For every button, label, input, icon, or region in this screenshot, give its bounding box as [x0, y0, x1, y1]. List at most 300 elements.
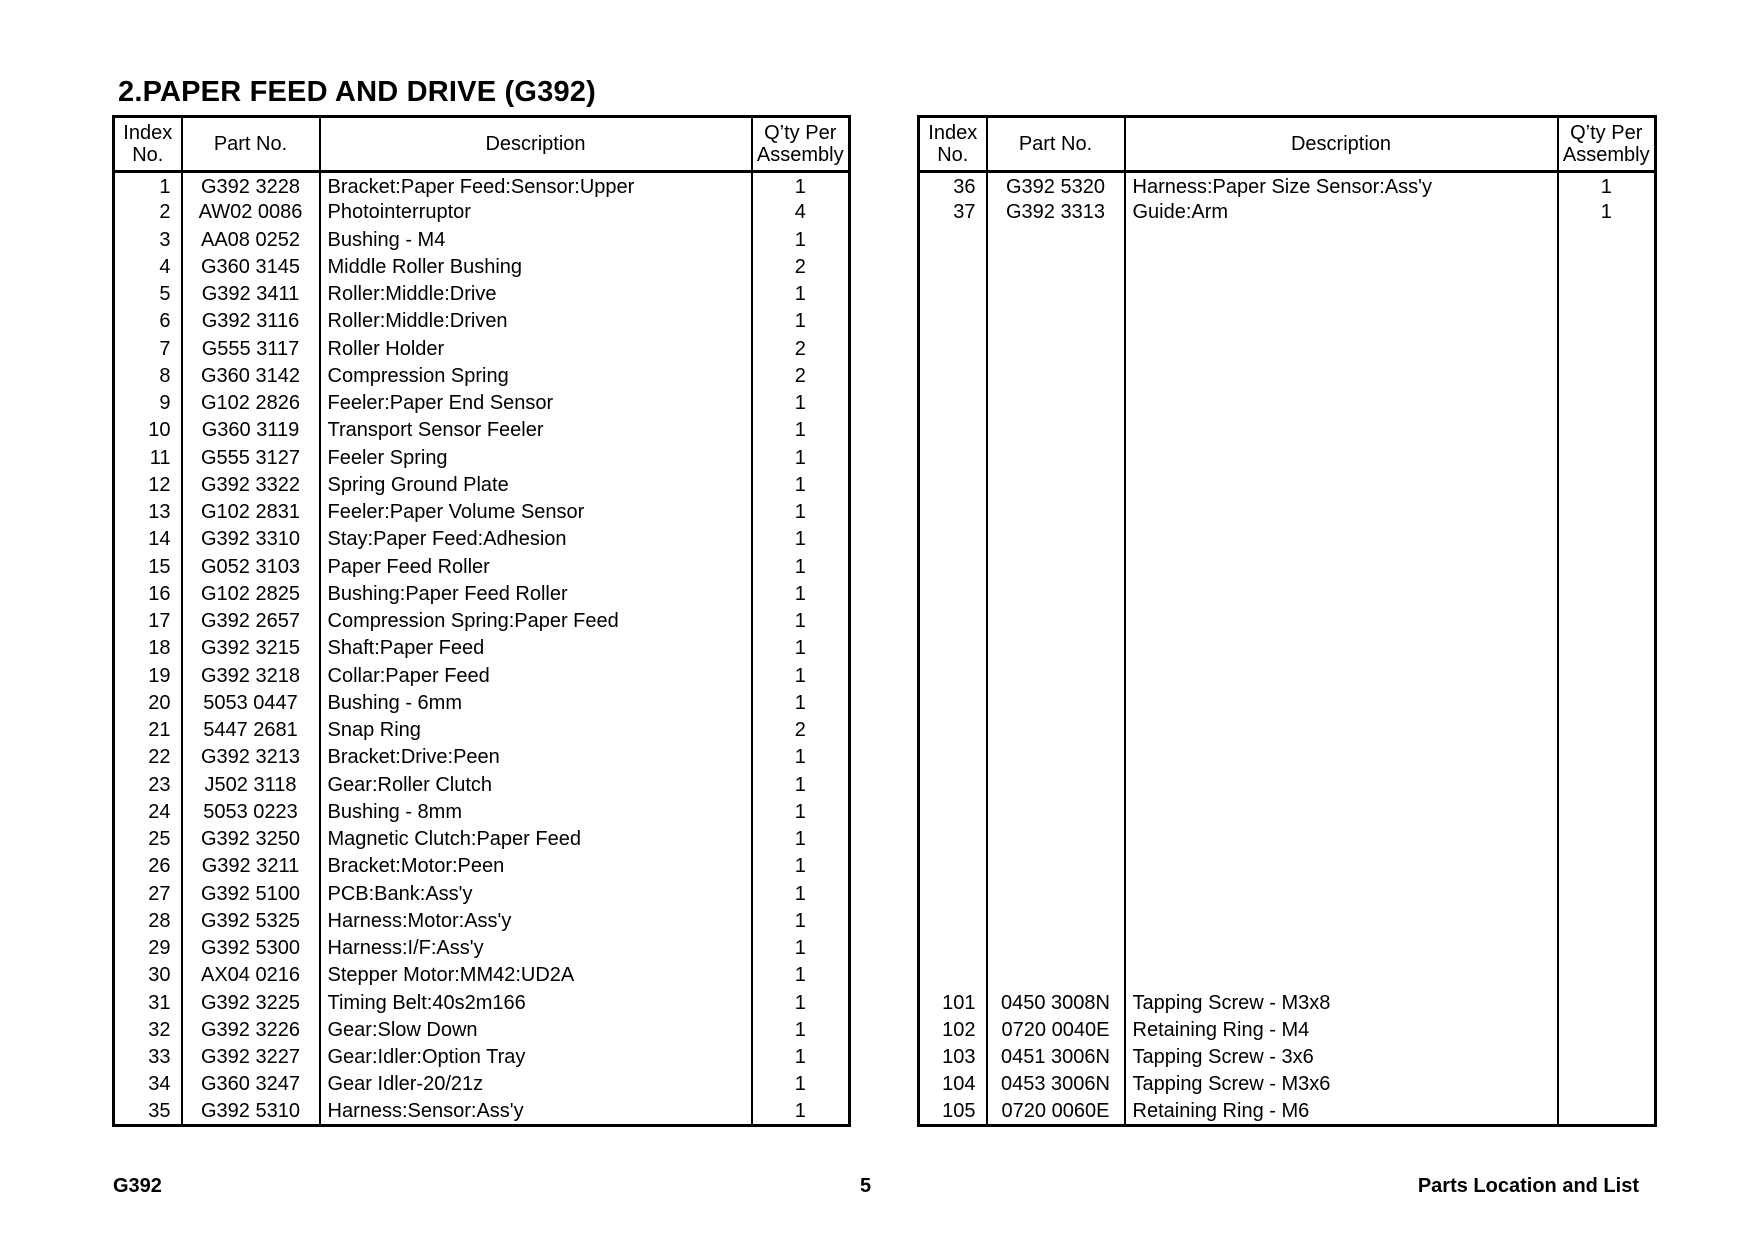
index-cell: 14 [114, 526, 182, 553]
index-cell [919, 444, 987, 471]
description-cell [1125, 744, 1558, 771]
part-no-cell [987, 798, 1125, 825]
table-row [114, 880, 850, 907]
footer-page-number: 5 [860, 1175, 872, 1197]
part-no-cell: G102 2831 [182, 499, 320, 526]
qty-cell [1558, 880, 1656, 907]
part-no-cell: AW02 0086 [182, 199, 320, 226]
index-cell: 9 [114, 390, 182, 417]
index-cell [919, 553, 987, 580]
part-no-cell [987, 499, 1125, 526]
part-no-cell: G392 5300 [182, 935, 320, 962]
table-row [114, 335, 850, 362]
qty-cell [1558, 226, 1656, 253]
part-no-cell: G392 3227 [182, 1044, 320, 1071]
description-cell [1125, 689, 1558, 716]
table-row [919, 608, 1656, 635]
qty-cell [1558, 962, 1656, 989]
description-cell: Tapping Screw - M3x8 [1125, 989, 1558, 1016]
index-cell [919, 335, 987, 362]
table-row [919, 989, 1656, 1016]
qty-cell: 1 [752, 471, 850, 498]
description-cell: Timing Belt:40s2m166 [320, 989, 752, 1016]
index-cell: 28 [114, 907, 182, 934]
description-cell [1125, 444, 1558, 471]
table-row [114, 499, 850, 526]
part-no-cell: AA08 0252 [182, 226, 320, 253]
index-cell: 3 [114, 226, 182, 253]
description-cell: Harness:Motor:Ass'y [320, 907, 752, 934]
table-row [919, 744, 1656, 771]
part-no-cell [987, 662, 1125, 689]
table-row [919, 417, 1656, 444]
description-cell [1125, 499, 1558, 526]
index-cell: 8 [114, 362, 182, 389]
table-row [919, 226, 1656, 253]
table-row [919, 717, 1656, 744]
qty-cell: 1 [1558, 199, 1656, 226]
table-row [919, 444, 1656, 471]
part-no-cell: G052 3103 [182, 553, 320, 580]
index-cell [919, 907, 987, 934]
description-cell [1125, 226, 1558, 253]
table-row [114, 471, 850, 498]
index-cell [919, 253, 987, 280]
description-cell [1125, 308, 1558, 335]
qty-cell: 1 [752, 771, 850, 798]
qty-cell [1558, 335, 1656, 362]
part-no-cell [987, 907, 1125, 934]
description-cell: Harness:I/F:Ass'y [320, 935, 752, 962]
index-cell [919, 798, 987, 825]
index-cell: 37 [919, 199, 987, 226]
qty-cell: 1 [752, 390, 850, 417]
part-no-cell [987, 308, 1125, 335]
qty-cell [1558, 444, 1656, 471]
table-row [114, 417, 850, 444]
index-cell: 5 [114, 281, 182, 308]
description-cell: Tapping Screw - 3x6 [1125, 1044, 1558, 1071]
index-cell: 16 [114, 580, 182, 607]
index-cell [919, 362, 987, 389]
description-cell [1125, 635, 1558, 662]
description-cell [1125, 962, 1558, 989]
index-cell [919, 662, 987, 689]
part-no-cell: G392 3225 [182, 989, 320, 1016]
part-no-cell: 5053 0223 [182, 798, 320, 825]
qty-cell: 1 [752, 499, 850, 526]
qty-cell: 2 [752, 253, 850, 280]
qty-cell [1558, 390, 1656, 417]
part-no-cell: G392 3213 [182, 744, 320, 771]
qty-cell [1558, 553, 1656, 580]
index-cell [919, 826, 987, 853]
table-row [919, 962, 1656, 989]
table-row [114, 580, 850, 607]
description-cell: Gear:Roller Clutch [320, 771, 752, 798]
part-no-cell [987, 253, 1125, 280]
part-no-cell: G392 3313 [987, 199, 1125, 226]
part-no-cell: G555 3117 [182, 335, 320, 362]
qty-cell [1558, 471, 1656, 498]
part-no-cell: G392 5310 [182, 1098, 320, 1125]
table-row [114, 1071, 850, 1098]
description-cell: Middle Roller Bushing [320, 253, 752, 280]
qty-cell: 1 [752, 962, 850, 989]
table-row [919, 826, 1656, 853]
description-header: Description [1125, 117, 1558, 172]
part-no-cell [987, 580, 1125, 607]
qty-cell: 1 [752, 417, 850, 444]
description-cell: Paper Feed Roller [320, 553, 752, 580]
qty-cell [1558, 417, 1656, 444]
qty-cell: 1 [752, 798, 850, 825]
description-cell: Gear:Idler:Option Tray [320, 1044, 752, 1071]
table-row [114, 172, 850, 199]
table-row [919, 662, 1656, 689]
qty-cell [1558, 526, 1656, 553]
description-cell: Bracket:Paper Feed:Sensor:Upper [320, 172, 752, 199]
qty-cell [1558, 580, 1656, 607]
qty-cell: 1 [752, 281, 850, 308]
description-cell [1125, 335, 1558, 362]
index-header: Index No. [114, 117, 182, 172]
qty-cell: 1 [752, 580, 850, 607]
qty-cell: 1 [752, 935, 850, 962]
qty-cell [1558, 826, 1656, 853]
table-row [114, 826, 850, 853]
table-row [919, 308, 1656, 335]
description-cell: Feeler:Paper End Sensor [320, 390, 752, 417]
part-no-cell: G392 3310 [182, 526, 320, 553]
qty-cell: 1 [752, 172, 850, 199]
description-cell [1125, 826, 1558, 853]
table-row [114, 1098, 850, 1125]
index-cell: 102 [919, 1016, 987, 1043]
table-row [919, 281, 1656, 308]
part-no-cell: 0720 0060E [987, 1098, 1125, 1125]
index-cell: 105 [919, 1098, 987, 1125]
part-no-cell: G392 3250 [182, 826, 320, 853]
table-row [114, 853, 850, 880]
qty-cell [1558, 771, 1656, 798]
index-cell: 6 [114, 308, 182, 335]
qty-cell: 1 [752, 1044, 850, 1071]
qty-cell: 1 [752, 989, 850, 1016]
part-no-cell: G360 3142 [182, 362, 320, 389]
index-cell: 31 [114, 989, 182, 1016]
part-no-cell: G392 2657 [182, 608, 320, 635]
part-no-cell: G392 3322 [182, 471, 320, 498]
qty-cell: 1 [1558, 172, 1656, 199]
parts-table-left-body [114, 172, 850, 1126]
description-cell: Feeler Spring [320, 444, 752, 471]
index-cell [919, 771, 987, 798]
description-cell [1125, 580, 1558, 607]
index-cell: 10 [114, 417, 182, 444]
part-no-cell: G392 3215 [182, 635, 320, 662]
part-no-cell: G392 3116 [182, 308, 320, 335]
description-cell [1125, 281, 1558, 308]
qty-cell: 1 [752, 1071, 850, 1098]
part-no-cell: G392 3411 [182, 281, 320, 308]
table-row [919, 199, 1656, 226]
part-no-header: Part No. [987, 117, 1125, 172]
description-cell: Bushing:Paper Feed Roller [320, 580, 752, 607]
index-cell: 25 [114, 826, 182, 853]
description-cell [1125, 253, 1558, 280]
qty-cell [1558, 308, 1656, 335]
description-cell [1125, 717, 1558, 744]
part-no-cell: 0453 3006N [987, 1071, 1125, 1098]
qty-cell: 1 [752, 226, 850, 253]
part-no-cell: 5053 0447 [182, 689, 320, 716]
qty-cell: 4 [752, 199, 850, 226]
description-cell: Retaining Ring - M4 [1125, 1016, 1558, 1043]
part-no-cell: 5447 2681 [182, 717, 320, 744]
table-row [114, 744, 850, 771]
description-cell [1125, 853, 1558, 880]
qty-cell [1558, 635, 1656, 662]
index-cell [919, 308, 987, 335]
description-cell: Gear:Slow Down [320, 1016, 752, 1043]
index-cell [919, 635, 987, 662]
part-no-cell: G555 3127 [182, 444, 320, 471]
description-cell: Feeler:Paper Volume Sensor [320, 499, 752, 526]
qty-cell [1558, 717, 1656, 744]
qty-cell: 1 [752, 1098, 850, 1125]
table-row [114, 989, 850, 1016]
table-row [114, 1016, 850, 1043]
description-cell: Transport Sensor Feeler [320, 417, 752, 444]
description-cell: Compression Spring [320, 362, 752, 389]
index-cell [919, 526, 987, 553]
table-row [114, 553, 850, 580]
description-cell: Shaft:Paper Feed [320, 635, 752, 662]
description-cell [1125, 362, 1558, 389]
description-cell [1125, 553, 1558, 580]
index-cell [919, 281, 987, 308]
qty-cell: 2 [752, 362, 850, 389]
part-no-cell: G102 2825 [182, 580, 320, 607]
part-no-cell: G360 3247 [182, 1071, 320, 1098]
index-cell: 34 [114, 1071, 182, 1098]
parts-table-right-body [919, 172, 1656, 1126]
qty-cell [1558, 1098, 1656, 1125]
qty-cell: 1 [752, 553, 850, 580]
qty-cell: 1 [752, 308, 850, 335]
table-row [114, 390, 850, 417]
table-row [114, 253, 850, 280]
part-no-cell [987, 335, 1125, 362]
index-cell [919, 580, 987, 607]
description-header: Description [320, 117, 752, 172]
qty-header: Q’ty Per Assembly [1558, 117, 1656, 172]
part-no-cell: G360 3119 [182, 417, 320, 444]
footer-model: G392 [113, 1175, 162, 1197]
part-no-cell: 0450 3008N [987, 989, 1125, 1016]
index-cell: 17 [114, 608, 182, 635]
table-header-row [114, 117, 850, 172]
qty-cell: 1 [752, 880, 850, 907]
part-no-cell [987, 281, 1125, 308]
index-cell: 7 [114, 335, 182, 362]
table-row [919, 1044, 1656, 1071]
part-no-cell [987, 689, 1125, 716]
table-row [114, 199, 850, 226]
index-cell: 11 [114, 444, 182, 471]
description-cell [1125, 417, 1558, 444]
description-cell: Roller:Middle:Drive [320, 281, 752, 308]
table-row [919, 580, 1656, 607]
table-row [114, 281, 850, 308]
index-cell: 24 [114, 798, 182, 825]
table-row [919, 362, 1656, 389]
table-row [919, 1098, 1656, 1125]
description-cell: Spring Ground Plate [320, 471, 752, 498]
parts-table-right [917, 115, 1657, 1127]
table-row [919, 880, 1656, 907]
qty-cell: 1 [752, 635, 850, 662]
part-no-cell: G392 5320 [987, 172, 1125, 199]
description-cell [1125, 526, 1558, 553]
index-cell [919, 744, 987, 771]
part-no-cell: G392 3228 [182, 172, 320, 199]
description-cell: Tapping Screw - M3x6 [1125, 1071, 1558, 1098]
description-cell: Bracket:Drive:Peen [320, 744, 752, 771]
qty-cell [1558, 253, 1656, 280]
qty-cell: 1 [752, 826, 850, 853]
description-cell [1125, 880, 1558, 907]
description-cell: Bracket:Motor:Peen [320, 853, 752, 880]
part-no-cell: 0720 0040E [987, 1016, 1125, 1043]
qty-cell: 2 [752, 335, 850, 362]
qty-cell [1558, 662, 1656, 689]
table-row [114, 798, 850, 825]
part-no-cell [987, 962, 1125, 989]
table-row [919, 798, 1656, 825]
table-row [114, 771, 850, 798]
index-cell: 103 [919, 1044, 987, 1071]
part-no-cell [987, 390, 1125, 417]
description-cell [1125, 907, 1558, 934]
table-row [919, 253, 1656, 280]
qty-cell: 1 [752, 1016, 850, 1043]
table-row [919, 907, 1656, 934]
qty-cell [1558, 1016, 1656, 1043]
part-no-cell: G102 2826 [182, 390, 320, 417]
table-row [114, 907, 850, 934]
qty-cell [1558, 608, 1656, 635]
part-no-cell [987, 826, 1125, 853]
table-row [919, 1071, 1656, 1098]
qty-cell: 1 [752, 689, 850, 716]
part-no-cell [987, 853, 1125, 880]
table-row [114, 935, 850, 962]
part-no-cell [987, 935, 1125, 962]
index-cell: 33 [114, 1044, 182, 1071]
qty-cell [1558, 907, 1656, 934]
table-row [919, 553, 1656, 580]
part-no-cell: G392 3218 [182, 662, 320, 689]
index-cell: 30 [114, 962, 182, 989]
table-row [919, 1016, 1656, 1043]
table-row [919, 499, 1656, 526]
qty-cell: 1 [752, 608, 850, 635]
index-cell: 4 [114, 253, 182, 280]
part-no-cell: G392 3226 [182, 1016, 320, 1043]
index-cell [919, 417, 987, 444]
index-cell: 23 [114, 771, 182, 798]
qty-cell [1558, 798, 1656, 825]
qty-cell [1558, 362, 1656, 389]
part-no-cell [987, 635, 1125, 662]
index-cell: 1 [114, 172, 182, 199]
description-cell [1125, 798, 1558, 825]
description-cell: Retaining Ring - M6 [1125, 1098, 1558, 1125]
index-cell [919, 689, 987, 716]
table-row [919, 172, 1656, 199]
description-cell: Guide:Arm [1125, 199, 1558, 226]
description-cell: Compression Spring:Paper Feed [320, 608, 752, 635]
table-row [114, 717, 850, 744]
part-no-cell [987, 471, 1125, 498]
parts-table-left [112, 115, 851, 1127]
part-no-cell: AX04 0216 [182, 962, 320, 989]
index-cell [919, 880, 987, 907]
index-cell: 101 [919, 989, 987, 1016]
description-cell: Stay:Paper Feed:Adhesion [320, 526, 752, 553]
qty-cell: 1 [752, 444, 850, 471]
part-no-cell: G392 5100 [182, 880, 320, 907]
index-cell: 27 [114, 880, 182, 907]
description-cell [1125, 608, 1558, 635]
footer-section-title: Parts Location and List [1417, 1175, 1639, 1197]
description-cell: Harness:Sensor:Ass'y [320, 1098, 752, 1125]
index-cell [919, 962, 987, 989]
index-cell: 12 [114, 471, 182, 498]
table-row [919, 335, 1656, 362]
table-row [114, 444, 850, 471]
part-no-cell [987, 717, 1125, 744]
description-cell: Bushing - M4 [320, 226, 752, 253]
description-cell: Roller:Middle:Driven [320, 308, 752, 335]
description-cell [1125, 390, 1558, 417]
part-no-cell [987, 880, 1125, 907]
description-cell: Collar:Paper Feed [320, 662, 752, 689]
table-row [919, 935, 1656, 962]
table-row [114, 662, 850, 689]
index-cell [919, 390, 987, 417]
description-cell [1125, 471, 1558, 498]
qty-cell [1558, 281, 1656, 308]
index-cell [919, 935, 987, 962]
part-no-cell [987, 553, 1125, 580]
page-title: 2.PAPER FEED AND DRIVE (G392) [118, 76, 596, 108]
qty-cell: 2 [752, 717, 850, 744]
part-no-cell: 0451 3006N [987, 1044, 1125, 1071]
description-cell: Stepper Motor:MM42:UD2A [320, 962, 752, 989]
description-cell: Roller Holder [320, 335, 752, 362]
part-no-cell [987, 362, 1125, 389]
index-cell: 2 [114, 199, 182, 226]
qty-cell [1558, 744, 1656, 771]
part-no-cell: G392 3211 [182, 853, 320, 880]
index-cell [919, 471, 987, 498]
qty-cell [1558, 989, 1656, 1016]
index-cell: 15 [114, 553, 182, 580]
index-cell: 36 [919, 172, 987, 199]
